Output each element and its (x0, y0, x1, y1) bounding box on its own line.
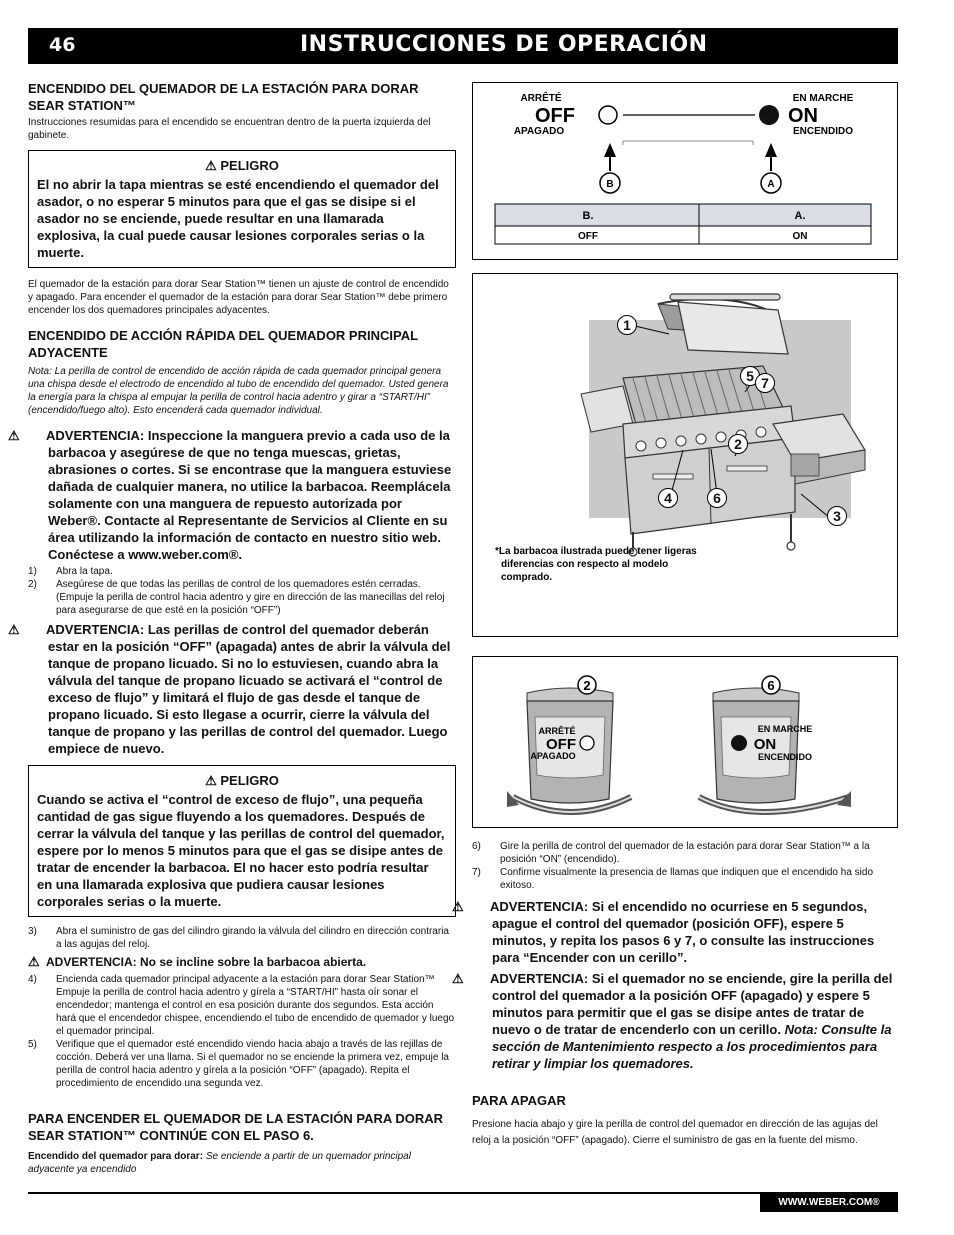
off-on-diagram (472, 82, 898, 260)
step-3-list (28, 925, 456, 951)
section-heading-sear-station: ENCENDIDO DEL QUEMADOR DE LA ESTACIÓN PARA DORAR SEAR STATION™ (28, 81, 419, 113)
warning-no-ignition: ⚠ ADVERTENCIA: Si el encendido no ocurriese en 5 segundos, apague el control del quemador (posición OFF), espere 5 minutos, y repita los pasos 6 y 7, o consulte las instrucciones para “Encender con un cerillo”. (452, 899, 875, 965)
table-value-a: ON (792, 231, 808, 242)
intro-text: Instrucciones resumidas para el encendido se encuentran dentro de la puerta izquierda del gabinete. (28, 117, 431, 141)
warning-icon: ⚠ (452, 971, 464, 986)
knob-right-state: ON (753, 736, 777, 753)
knob-right-french: EN MARCHE (757, 724, 813, 734)
danger-text: Cuando se activa el “control de exceso de flujo”, una pequeña cantidad de gas sigue fluyendo a los quemadores. Después de cerrar la válvula del tanque y las perillas de control del quemador, espere por lo menos 5 minutos para que el gas se disipe antes de tratar de encender la barbacoa. El no hacer esto podría resultar en una llamarada explosiva que pudiera causar lesiones corporales serias o la muerte. (37, 792, 445, 909)
callout-1: 1 (617, 315, 637, 335)
knob-left-spanish: APAGADO (530, 751, 576, 761)
turn-off-text: Presione hacia abajo y gire la perilla de control del quemador en dirección de las agujas del reloj a la posición “OFF” (apagado). Cierre el suministro de gas en la fuente del mismo. (472, 1119, 878, 1146)
grill-illustration (473, 274, 897, 636)
callout-5: 5 (740, 366, 760, 386)
warning-knobs-off: ⚠ ADVERTENCIA: Las perillas de control del quemador deberán estar en la posición “OFF” (apagada) antes de abrir la válvula del tanque de propano licuado. Si no lo estuviesen, cuando abra la válvula del tanque de propano licuado se activará el “control de exceso de flujo” y limitará el flujo de gas desde el tanque de propano licuado. Si esto llegase a ocurrir, cierre la válvula del tanque de propano y las perillas de control del quemador. Luego empiece de nuevo. (8, 622, 451, 756)
table-value-b: OFF (578, 231, 598, 242)
warning-icon: ⚠ (8, 622, 20, 637)
danger-box-2 (28, 765, 456, 917)
danger-box-1 (28, 150, 456, 268)
table-header-row (495, 204, 871, 226)
danger-text: El no abrir la tapa mientras se esté encendiendo el quemador del asador, o no esperar 5 minutos para que el gas se disipe si el asador no se enciende, puede resultar en una llamarada explosiva, la cual puede causar lesiones corporales serias o la muerte. (37, 177, 439, 260)
off-spanish-label: APAGADO (513, 126, 565, 137)
off-french-label: ARRÊTÉ (520, 93, 562, 104)
warning-burner-not-lighting: ⚠ ADVERTENCIA: Si el quemador no se enciende, gire la perilla del control del quemador a la posición OFF (apagado) y espere 5 minutos para permitir que el gas se disipe antes de tratar de nuevo o de tratar de encenderlo con un cerillo. Nota: Consulte la sección de Mantenimiento respecto a los procedimientos para retirar y limpiar los quemadores. (452, 971, 893, 1071)
callout-3: 3 (827, 506, 847, 526)
page-number: 46 (49, 34, 76, 56)
warning-icon: ⚠ (452, 899, 464, 914)
step-4: 4) Encienda cada quemador principal adyacente a la estación para dorar Sear Station™ Empuje la perilla de control hacia adentro y gírela a “START/HI” hasta oír sonar el encendedor; mantenga el control en esa posición durante dos segundos. Esta acción hará que el encendedor chispee, encendiendo el tubo de encendido de quemador y luego el quemador principal. (28, 974, 455, 1037)
knob-right-spanish: ENCENDIDO (757, 752, 813, 762)
grill-illustration-frame (472, 273, 898, 637)
on-french-label: EN MARCHE (792, 93, 854, 104)
callout-7: 7 (755, 373, 775, 393)
door-handle (653, 474, 693, 479)
section-heading-quick-ignition: ENCENDIDO DE ACCIÓN RÁPIDA DEL QUEMADOR PRINCIPAL ADYACENTE (28, 328, 418, 360)
knob-on-indicator-icon (731, 735, 747, 751)
grill-caption (495, 546, 700, 583)
knob-left-state: OFF (546, 736, 576, 753)
knob-off-indicator-icon (580, 736, 594, 750)
steps-6-7 (472, 840, 898, 892)
off-indicator-icon (599, 106, 617, 124)
warning-icon: ⚠ (8, 428, 20, 443)
warning-icon: ⚠ (28, 954, 40, 969)
grill-caption-line-1: *La barbacoa ilustrada puede tener ligeras (495, 546, 697, 557)
knob-left-french: ARRÊTÉ (538, 726, 576, 736)
sear-station-paragraph: El quemador de la estación para dorar Sear Station™ tienen un ajuste de control de encendido y apagado. Para encender el quemador de la estación para dorar Sear Station™ debe primero encender los dos quemadores principales adyacentes. (28, 279, 449, 316)
table-header-a: A. (794, 210, 806, 222)
steps-4-5 (28, 973, 456, 1090)
steps-1-2 (28, 565, 456, 617)
step-3: 3) Abra el suministro de gas del cilindro girando la válvula del cilindro en dirección contraria a las agujas del reloj. (28, 926, 449, 950)
sear-ignition-text: Encendido del quemador para dorar: Se enciende a partir de un quemador principal adyacente ya encendido (28, 1151, 411, 1175)
danger-title: ⚠ PELIGRO (205, 158, 279, 173)
marker-b-label: B (606, 179, 614, 190)
marker-a-label: A (767, 179, 775, 190)
step-7: 7) Confirme visualmente la presencia de llamas que indiquen que el encendido ha sido exitoso. (472, 867, 874, 891)
step-1: 1) Abra la tapa. (28, 566, 113, 577)
callout-2: 2 (728, 434, 748, 454)
danger-title: ⚠ PELIGRO (205, 773, 279, 788)
page-title: INSTRUCCIONES DE OPERACIÓN (300, 32, 708, 57)
section-heading-turn-off: PARA APAGAR (472, 1093, 566, 1108)
ignition-note: Nota: La perilla de control de encendido de acción rápida de cada quemador principal genera una chispa desde el electrodo de encendido al tubo de encendido del quemador. Usted genera la energía para la chispa al empujar la perilla de control hacia adentro y girar a “START/HI” (encendido/fuego alto). Esto encenderá cada quemador individual. (28, 366, 449, 416)
maintenance-note: Nota: Consulte la sección de Mantenimiento respecto a los procedimientos para retirar y limpiar los quemadores. (492, 1022, 892, 1071)
lid-handle (670, 294, 780, 300)
right-column-text (452, 838, 898, 1151)
callout-6: 6 (707, 488, 727, 508)
grill-caption-line-2: diferencias con respecto al modelo (501, 559, 669, 570)
footer-url: WWW.WEBER.COM® (760, 1194, 898, 1212)
left-column (8, 80, 456, 1178)
table-value-row (495, 226, 871, 244)
on-label: ON (788, 105, 818, 127)
knobs-illustration (473, 657, 897, 827)
grill-lid (678, 302, 788, 354)
knob-left-number: 2 (583, 678, 591, 693)
table-header-b: B. (582, 210, 594, 222)
step-6: 6) Gire la perilla de control del quemador de la estación para dorar Sear Station™ a la posición “ON” (encendido). (472, 841, 870, 865)
step-2: 2) Asegúrese de que todas las perillas de control de los quemadores estén cerradas. (Empuje la perilla de control hacia adentro y gire en dirección de las manecillas del reloj para asegurarse de que esté en la posición “OFF”) (28, 579, 445, 616)
callout-4: 4 (658, 488, 678, 508)
knobs-illustration-frame (472, 656, 898, 828)
warning-hose: ⚠ ADVERTENCIA: Inspeccione la manguera previo a cada uso de la barbacoa y asegúrese de que no tenga muescas, grietas, abrasiones o cortes. Si se encontrase que la manguera estuviese dañada de cualquier manera, no utilice la barbacoa. Reemplácela solamente con una manguera de repuesto autorizada por Weber®. Contacte al Representante de Servicios al Cliente en su área utilizando la información de contacto en nuestro sitio web. Conéctese a www.weber.com®. (8, 428, 452, 562)
section-heading-sear-continue: PARA ENCENDER EL QUEMADOR DE LA ESTACIÓN PARA DORAR SEAR STATION™ CONTINÚE CON EL PASO 6. (28, 1111, 444, 1143)
on-spanish-label: ENCENDIDO (792, 126, 854, 137)
on-indicator-icon (759, 105, 779, 125)
knob-right-number: 6 (767, 678, 775, 693)
warning-lean: ⚠ ADVERTENCIA: No se incline sobre la barbacoa abierta. (28, 954, 367, 969)
grill-caption-line-3: comprado. (501, 572, 553, 583)
step-5: 5) Verifique que el quemador esté encendido viendo hacia abajo a través de las rejillas de cocción. Deberá ver una llama. Si el quemador no se enciende la primera vez, empuje la perilla de control hacia adentro y gírela a la posición “OFF” (apagado). Repita el procedimiento de encendido una segunda vez. (28, 1039, 449, 1089)
off-on-diagram-svg (473, 83, 897, 259)
off-label: OFF (535, 105, 575, 127)
